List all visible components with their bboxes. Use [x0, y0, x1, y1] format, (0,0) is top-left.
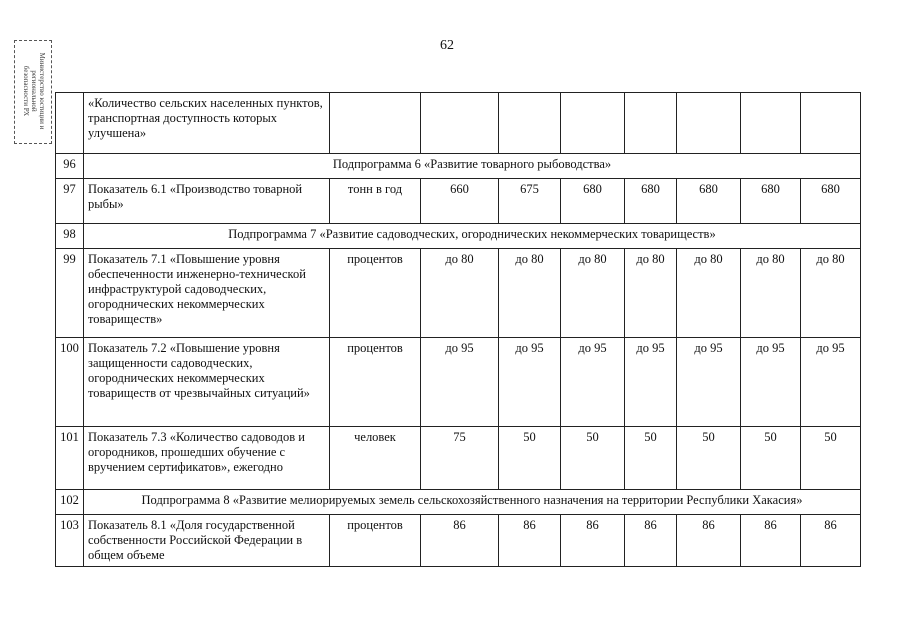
value-cell: до 80	[499, 249, 561, 338]
value-cell: до 80	[801, 249, 861, 338]
value-cell	[421, 93, 499, 154]
stamp-text	[22, 39, 46, 143]
stamp-line: Министерство юстиции и региональной	[30, 52, 46, 130]
registration-stamp	[14, 40, 52, 144]
subprogram-title: Подпрограмма 6 «Развитие товарного рыбоводства»	[84, 154, 861, 179]
value-cell: до 80	[421, 249, 499, 338]
value-cell	[677, 93, 741, 154]
value-cell: 50	[625, 427, 677, 490]
value-cell: до 80	[625, 249, 677, 338]
value-cell: 86	[625, 515, 677, 567]
unit-cell: процентов	[330, 338, 421, 427]
value-cell: 50	[499, 427, 561, 490]
row-number: 100	[56, 338, 84, 427]
value-cell	[741, 93, 801, 154]
value-cell: 50	[801, 427, 861, 490]
value-cell: 680	[561, 179, 625, 224]
value-cell: 660	[421, 179, 499, 224]
indicator-name: Показатель 7.2 «Повышение уровня защищенности садоводческих, огороднических некоммерческих товариществ от чрезвычайных ситуаций»	[84, 338, 330, 427]
unit-cell: человек	[330, 427, 421, 490]
indicators-table	[55, 92, 861, 567]
subprogram-title: Подпрограмма 8 «Развитие мелиорируемых земель сельскохозяйственного назначения на территории Республики Хакасия»	[84, 490, 861, 515]
value-cell: до 95	[741, 338, 801, 427]
indicator-name: Показатель 7.1 «Повышение уровня обеспеченности инженерно-технической инфраструктурой садоводческих, огороднических некоммерческих товариществ»	[84, 249, 330, 338]
row-number: 97	[56, 179, 84, 224]
value-cell: 86	[561, 515, 625, 567]
row-number: 98	[56, 224, 84, 249]
row-number: 101	[56, 427, 84, 490]
value-cell: до 95	[561, 338, 625, 427]
value-cell	[499, 93, 561, 154]
unit-cell	[330, 93, 421, 154]
table-row	[56, 338, 861, 427]
value-cell: до 95	[625, 338, 677, 427]
subprogram-row	[56, 224, 861, 249]
value-cell: 50	[677, 427, 741, 490]
value-cell: 86	[677, 515, 741, 567]
table-row	[56, 515, 861, 567]
value-cell: до 95	[801, 338, 861, 427]
value-cell: 680	[741, 179, 801, 224]
value-cell	[625, 93, 677, 154]
value-cell: до 80	[677, 249, 741, 338]
value-cell: 680	[625, 179, 677, 224]
unit-cell: тонн в год	[330, 179, 421, 224]
row-number	[56, 93, 84, 154]
stamp-line: безопасности РХ	[22, 65, 30, 117]
value-cell: до 95	[677, 338, 741, 427]
value-cell: 86	[421, 515, 499, 567]
value-cell: 675	[499, 179, 561, 224]
indicator-name: Показатель 6.1 «Производство товарной рыбы»	[84, 179, 330, 224]
unit-cell: процентов	[330, 249, 421, 338]
value-cell: 680	[801, 179, 861, 224]
value-cell: до 80	[561, 249, 625, 338]
table-row	[56, 249, 861, 338]
table-row	[56, 427, 861, 490]
value-cell: до 95	[499, 338, 561, 427]
value-cell: 86	[741, 515, 801, 567]
row-number: 99	[56, 249, 84, 338]
row-number: 96	[56, 154, 84, 179]
value-cell	[801, 93, 861, 154]
indicator-name: Показатель 8.1 «Доля государственной собственности Российской Федерации в общем объеме	[84, 515, 330, 567]
value-cell: 50	[561, 427, 625, 490]
subprogram-row	[56, 490, 861, 515]
unit-cell: процентов	[330, 515, 421, 567]
value-cell: 75	[421, 427, 499, 490]
value-cell: до 80	[741, 249, 801, 338]
indicator-name: Показатель 7.3 «Количество садоводов и огородников, прошедших обучение с вручением сертификатов», ежегодно	[84, 427, 330, 490]
value-cell: 680	[677, 179, 741, 224]
table-row	[56, 93, 861, 154]
row-number: 103	[56, 515, 84, 567]
subprogram-row	[56, 154, 861, 179]
value-cell: 86	[499, 515, 561, 567]
row-number: 102	[56, 490, 84, 515]
value-cell: 86	[801, 515, 861, 567]
table-row	[56, 179, 861, 224]
value-cell	[561, 93, 625, 154]
value-cell: 50	[741, 427, 801, 490]
subprogram-title: Подпрограмма 7 «Развитие садоводческих, огороднических некоммерческих товариществ»	[84, 224, 861, 249]
indicator-name: «Количество сельских населенных пунктов, транспортная доступность которых улучшена»	[84, 93, 330, 154]
page-number: 62	[440, 38, 454, 53]
value-cell: до 95	[421, 338, 499, 427]
